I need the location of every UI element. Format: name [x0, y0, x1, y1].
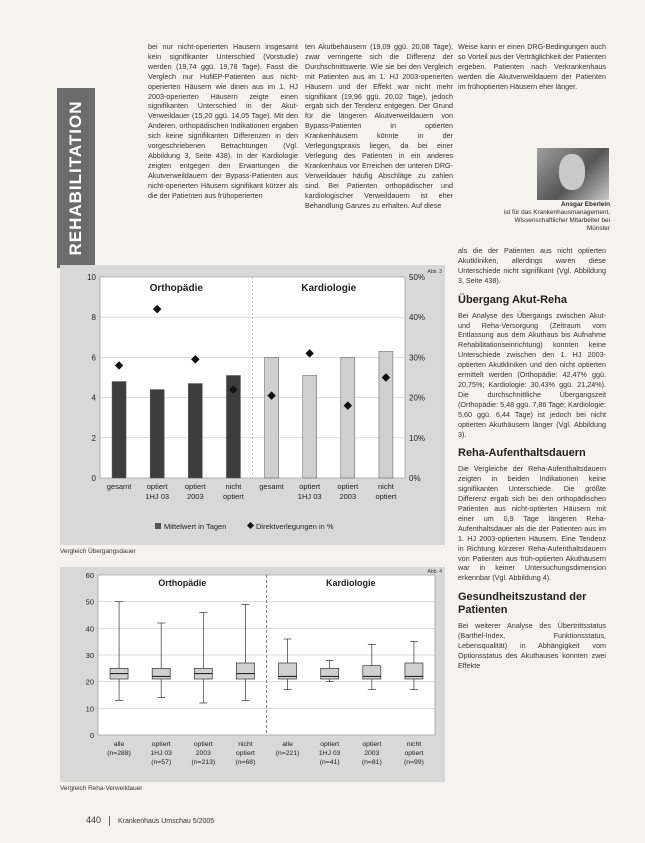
- legend-swatch-bar: [155, 523, 161, 529]
- x-tick-label: alle: [113, 741, 125, 748]
- box: [321, 668, 339, 679]
- text-column-1: [148, 42, 298, 201]
- author-name: Ansgar Eberlein: [560, 201, 610, 208]
- page-number: 440: [86, 815, 102, 825]
- bar: [379, 351, 393, 478]
- figure-tag: Abb. 3: [427, 269, 442, 275]
- box: [363, 666, 381, 679]
- y-tick-label: 60: [85, 571, 94, 580]
- figure-tag: Abb. 4: [427, 569, 442, 575]
- y2-tick-label: 10%: [409, 433, 426, 443]
- box: [236, 663, 254, 679]
- bar: [265, 357, 279, 478]
- figure-caption: Vergleich Reha-Verweildauer: [60, 785, 143, 792]
- chart-transition: [60, 265, 445, 545]
- x-tick-label: optiert: [184, 482, 206, 491]
- x-tick-label: optiert: [146, 482, 168, 491]
- panel-title: Orthopädie: [158, 578, 207, 588]
- chart-reha-duration: [60, 567, 445, 782]
- paragraph: als die der Patienten aus nicht optierten Akutkliniken, allerdings waren diese Unterschiede nicht signifikant (Vgl. Abbildung 3, Seite 438).: [458, 246, 606, 285]
- x-tick-label: 1HJ 03: [318, 750, 341, 757]
- x-tick-label: optiert: [235, 750, 255, 757]
- y2-tick-label: 40%: [409, 313, 426, 323]
- x-tick-label: (n=41): [319, 759, 340, 766]
- y-tick-label: 40: [85, 624, 94, 634]
- y-tick-label: 0: [89, 731, 94, 740]
- x-tick-label: nicht: [225, 482, 242, 491]
- paragraph: bei nur nicht-operierten Hausern insgesamt kein signifikanter Unterschied (Vorstudie) werden (19,74 ggü. 19,78 Tage). Fasst die Verglech nur HufiEP-Patienten aus nicht-operierten Häusern wie dinen aus im 1. HJ 2003-operierten Häusern zeigte einen signifikanten Unterschied in der Akut-Verweildauer (15,20 ggü. 14,05 Tage). Mit den Anderen, orthopädischen Indikationen ergaben sich keine signifikanten Differenzen in den vorgeschriebenen Betrachtungen (Vgl. Abbildung 3, Seite 438). In der Kardiologie zeigten entgegen den Erwartungen die Akutverweildauern der Bypass-Patienten aus nicht-operierten Häusern signifikant kürzer als die der Patienten aus frühoperierten: [148, 42, 298, 200]
- x-tick-label: (n=213): [191, 759, 216, 766]
- y-tick-label: 0: [91, 474, 96, 483]
- legend-swatch-marker: [247, 522, 254, 529]
- bar: [341, 357, 355, 478]
- panel-title: Kardiologie: [325, 578, 376, 588]
- paragraph: ten Akutbehäusern (19,09 ggü. 20,08 Tage), zwar verringerte sich die Differenz der Durchschnittswerte. Wie sie bei den Vergleich mit Patienten aus im 1. HJ 2003-operierten Häusern und der Effekt war nicht mehr signifikant (19,96 ggü. 20,02 Tage), jedoch ergab sich der Tendenz entgegen. Der Grund für die längeren Akutverweildauern von Bypass-Patienten in optierten Krankenhäusern könnte in der Verlegungspraxis liegen, da bei einer Verlegung des Patienten in ein anderes Krankenhaus vor Erreichen der unteren DRG-Verweildauer häufig Abschläge zu zahlen sind. Bei Patienten orthopädischer und kardiologischer Verweildauern ist eher Behandlung Ganzes zu erhalten. Auf diese: [305, 42, 453, 210]
- x-tick-label: 2003: [195, 750, 211, 757]
- x-tick-label: optiert: [151, 741, 171, 748]
- x-tick-label: 1HJ 03: [150, 750, 172, 757]
- x-tick-label: gesamt: [259, 482, 284, 491]
- section-heading: Übergang Akut-Reha: [458, 293, 567, 306]
- x-tick-label: (n=57): [151, 759, 172, 766]
- figure-4: [60, 567, 445, 782]
- y-tick-label: 50: [85, 597, 94, 607]
- y2-tick-label: 20%: [409, 393, 426, 403]
- x-tick-label: (n=81): [361, 759, 382, 766]
- legend-label: Mittelwert in Tagen: [164, 522, 227, 531]
- x-tick-label: optiert: [193, 741, 213, 748]
- bar: [188, 384, 202, 478]
- x-tick-label: 1HJ 03: [145, 492, 170, 501]
- panel-title: Orthopädie: [149, 283, 203, 294]
- x-tick-label: 2003: [186, 492, 204, 501]
- legend-label: Direktverlegungen in %: [256, 522, 334, 531]
- x-tick-label: 2003: [364, 750, 380, 757]
- y-tick-label: 6: [91, 353, 96, 363]
- page-footer: [86, 815, 214, 826]
- author-photo: [537, 148, 609, 200]
- section-heading: Gesundheitszustand der Patienten: [458, 591, 587, 617]
- y-tick-label: 10: [85, 704, 94, 714]
- x-tick-label: 1HJ 03: [297, 492, 322, 501]
- x-tick-label: gesamt: [106, 482, 132, 491]
- author-line: Münster: [586, 225, 610, 232]
- bar: [150, 390, 164, 478]
- x-tick-label: (n=288): [107, 750, 131, 757]
- y-tick-label: 10: [87, 273, 96, 282]
- x-tick-label: optiert: [223, 492, 244, 501]
- x-tick-label: (n=99): [404, 759, 424, 766]
- text-column-3: [458, 42, 606, 92]
- x-tick-label: 2003: [339, 492, 357, 501]
- y2-tick-label: 50%: [409, 273, 426, 282]
- text-column-3-lower: [458, 246, 606, 671]
- panel-title: Kardiologie: [301, 283, 357, 294]
- figure-caption: Vergleich Übergangsdauer: [60, 548, 136, 555]
- y-tick-label: 8: [91, 313, 96, 323]
- section-title: REHABILITATION: [66, 100, 85, 256]
- author-line: ist für das Krankenhausmanagement,: [503, 209, 610, 216]
- y-tick-label: 4: [91, 393, 96, 403]
- x-tick-label: nicht: [378, 482, 394, 491]
- author-info: [458, 201, 610, 233]
- x-tick-label: nicht: [238, 741, 253, 748]
- paragraph: Bei Analyse des Übergangs zwischen Akut- und Reha-Versorgung (Zeitraum vom Entlassung aus dem Akuthaus bis Aufnahme Rehabilitationseinrichtung) konnten keine Unterschiede zwischen den 1. HJ 2003-optierten Akutkliniken und den nicht optierten ermittelt werden (Orthopädie: 42,47% ggü. 20,75%; Kardiologie: 30,43% ggü. 21,24%). Die durchschnittliche Übergangszeit (Orthopädie: 5,48 ggü. 7,86 Tage; Kardiologie: 5,60 ggü. 6,44 Tage) ist jedoch bei nicht optierten Akuthäusern länger (Vgl. Abbildung 3).: [458, 310, 606, 439]
- divider: [109, 816, 110, 826]
- publication: Krankenhaus Umschau 5/2005: [118, 818, 215, 825]
- x-tick-label: optiert: [299, 482, 321, 491]
- x-tick-label: optiert: [320, 741, 340, 748]
- y-tick-label: 20: [85, 677, 94, 687]
- x-tick-label: alle: [282, 741, 293, 748]
- bar: [112, 382, 126, 478]
- x-tick-label: optiert: [404, 750, 424, 757]
- box: [152, 668, 170, 679]
- y-tick-label: 2: [91, 433, 96, 443]
- figure-3: [60, 265, 445, 545]
- x-tick-label: optiert: [375, 492, 397, 501]
- x-tick-label: (n=68): [235, 759, 256, 766]
- section-heading: Reha-Aufenthaltsdauern: [458, 447, 586, 460]
- y2-tick-label: 0%: [409, 474, 421, 483]
- author-line: Wissenschaftlicher Mitarbeiter bei: [514, 217, 610, 224]
- face-shape: [559, 154, 585, 190]
- x-tick-label: optiert: [362, 741, 382, 748]
- y2-tick-label: 30%: [409, 353, 426, 363]
- bar: [303, 375, 317, 478]
- x-tick-label: optiert: [337, 482, 359, 491]
- text-column-2: [305, 42, 453, 210]
- paragraph: Weise kann er einen DRG-Bedingungen auch so Vorteil aus der Verträglichkeit der Patienten ergeben. Patienten nach Verkrankenhaus werden die Akutverweildauern der Patienten im frühoptierten Häusern eher länger.: [458, 42, 606, 91]
- y-tick-label: 30: [85, 651, 94, 660]
- x-tick-label: (n=221): [275, 750, 300, 757]
- paragraph: Bei weiterer Analyse des Übertrittsstatus (Barthel-Index, Funktionsstatus, Lebensqualität) in Abhängigkeit vom Optionsstatus des Akuthauses konnten zwei Effekte: [458, 621, 606, 670]
- paragraph: Die Vergleiche der Reha-Aufenthaltsdauern zeigten in beiden Indikationen keine signifikanten Unterschiede. Die größte Differenz ergab sich bei den orthopädischen Patienten aus nicht-optierten Häusern mit einer um 0,9 Tage längeren Reha-Aufenthaltsdauer als die der Patienten aus im 1. HJ 2003-optierten Häusern. Eine Tendenz in Richtung kürzerer Reha-Aufenthaltsdauern von Patienten aus früh-optierten Akuthäusern war in keiner Untersuchungsdimension erkennbar (Vgl. Abbildung 4).: [458, 464, 606, 583]
- x-tick-label: nicht: [406, 741, 422, 748]
